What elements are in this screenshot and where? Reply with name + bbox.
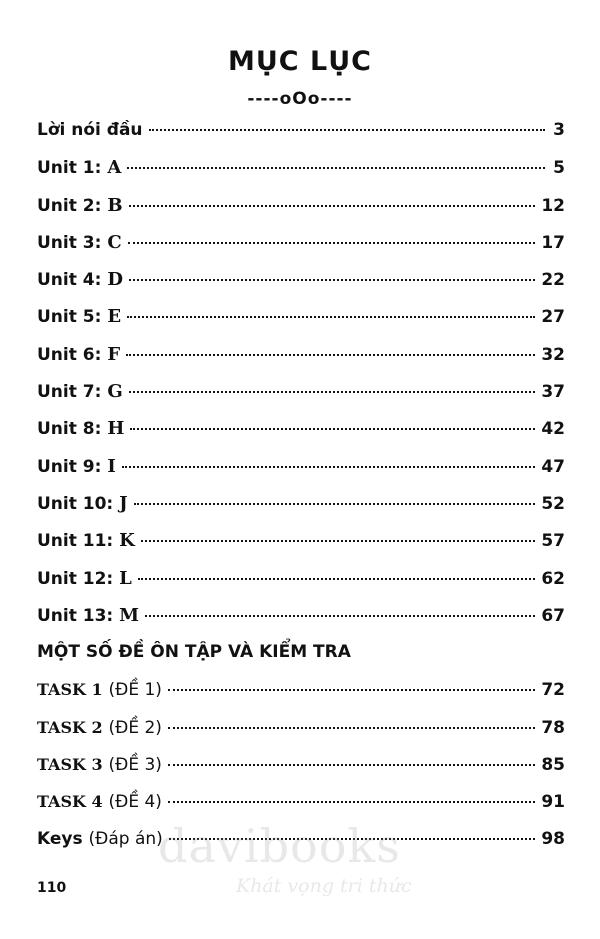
entry-page: 85	[541, 755, 565, 776]
entry-letter: C	[107, 231, 122, 253]
task-entry	[37, 746, 565, 783]
toc-entry	[37, 336, 565, 373]
dot-leader	[129, 205, 536, 207]
entry-page: 22	[541, 270, 565, 291]
entry-letter: J	[119, 492, 128, 514]
entry-label: Unit 11:	[37, 531, 114, 552]
entry-letter: H	[107, 418, 125, 440]
keys-entry	[37, 821, 565, 858]
watermark-logo: davibooks	[158, 819, 401, 873]
entry-letter: M	[119, 604, 140, 626]
title-ornament: ----oOo----	[247, 89, 353, 109]
entry-page: 72	[541, 680, 565, 701]
toc-entry	[37, 522, 565, 559]
task-sub: (ĐỀ 2)	[108, 717, 162, 738]
entry-page: 98	[541, 828, 565, 849]
toc-entry	[37, 410, 565, 447]
task-entry	[37, 671, 565, 708]
entry-letter: B	[107, 194, 123, 216]
entry-letter: K	[119, 530, 135, 552]
watermark-tagline: Khát vọng tri thức	[236, 875, 412, 897]
entry-label: Unit 1:	[37, 158, 102, 179]
entry-label: Unit 10:	[37, 493, 114, 514]
task-sub: (ĐỀ 3)	[108, 755, 162, 776]
dot-leader	[127, 167, 545, 169]
dot-leader	[141, 540, 536, 542]
task-sub: (ĐỀ 4)	[108, 792, 162, 813]
dot-leader	[128, 242, 536, 244]
toc-entry	[37, 373, 565, 410]
dot-leader	[168, 764, 535, 766]
keys-label: Keys	[37, 828, 83, 849]
entry-label: Unit 4:	[37, 270, 102, 291]
toc-entry	[37, 448, 565, 485]
task-label: TASK 3	[37, 755, 103, 775]
entry-label: Unit 12:	[37, 568, 114, 589]
entry-letter: D	[107, 269, 123, 291]
page-title: MỤC LỤC	[228, 46, 372, 77]
dot-leader	[129, 279, 535, 281]
task-label: TASK 1	[37, 680, 103, 700]
toc-entry	[37, 187, 565, 224]
toc-entry	[37, 261, 565, 298]
entry-label: Unit 3:	[37, 232, 102, 253]
dot-leader	[129, 391, 536, 393]
task-label: TASK 2	[37, 717, 103, 737]
entry-label: Lời nói đầu	[37, 120, 143, 140]
dot-leader	[134, 503, 536, 505]
entry-label: Unit 6:	[37, 344, 102, 365]
dot-leader	[126, 354, 535, 356]
entry-letter: L	[119, 567, 132, 589]
entry-page: 52	[541, 493, 565, 514]
toc-entry	[37, 149, 565, 186]
dot-leader	[168, 801, 535, 803]
entry-page: 12	[541, 195, 565, 216]
toc-entry	[37, 224, 565, 261]
entry-label: Unit 2:	[37, 195, 102, 216]
toc-entry	[37, 597, 565, 634]
entry-label: Unit 5:	[37, 307, 102, 328]
entry-page: 27	[541, 307, 565, 328]
section-heading	[37, 634, 565, 671]
task-label: TASK 4	[37, 792, 103, 812]
dot-leader	[169, 838, 536, 840]
task-sub: (ĐỀ 1)	[108, 680, 162, 701]
toc-entry	[37, 485, 565, 522]
entry-page: 78	[541, 717, 565, 738]
toc-entry	[37, 560, 565, 597]
toc-entry	[37, 298, 565, 335]
dot-leader	[127, 316, 535, 318]
entry-label: Unit 8:	[37, 419, 102, 440]
dot-leader	[168, 689, 535, 691]
entry-page: 5	[553, 158, 565, 179]
dot-leader	[145, 615, 535, 617]
dot-leader	[138, 578, 536, 580]
entry-page: 47	[541, 456, 565, 477]
entry-letter: A	[107, 157, 122, 179]
toc-entry	[37, 112, 565, 149]
entry-page: 67	[541, 605, 565, 626]
entry-page: 3	[553, 120, 565, 140]
page-number: 110	[37, 880, 67, 896]
entry-page: 57	[541, 531, 565, 552]
entry-page: 37	[541, 382, 565, 403]
entry-page: 32	[541, 344, 565, 365]
entry-letter: I	[107, 455, 116, 477]
dot-leader	[149, 129, 545, 131]
entry-page: 62	[541, 568, 565, 589]
section-heading-text: MỘT SỐ ĐỀ ÔN TẬP VÀ KIỂM TRA	[37, 642, 351, 663]
task-entry	[37, 709, 565, 746]
dot-leader	[122, 466, 536, 468]
entry-letter: F	[107, 343, 121, 365]
entry-page: 91	[541, 792, 565, 813]
dot-leader	[168, 727, 535, 729]
task-entry	[37, 783, 565, 820]
entry-page: 17	[541, 232, 565, 253]
entry-label: Unit 13:	[37, 605, 114, 626]
keys-sub: (Đáp án)	[88, 828, 163, 849]
entry-letter: E	[107, 306, 122, 328]
entry-page: 42	[541, 419, 565, 440]
entry-label: Unit 9:	[37, 456, 102, 477]
entry-label: Unit 7:	[37, 382, 102, 403]
table-of-contents	[37, 112, 565, 858]
entry-letter: G	[107, 381, 123, 403]
dot-leader	[130, 428, 535, 430]
